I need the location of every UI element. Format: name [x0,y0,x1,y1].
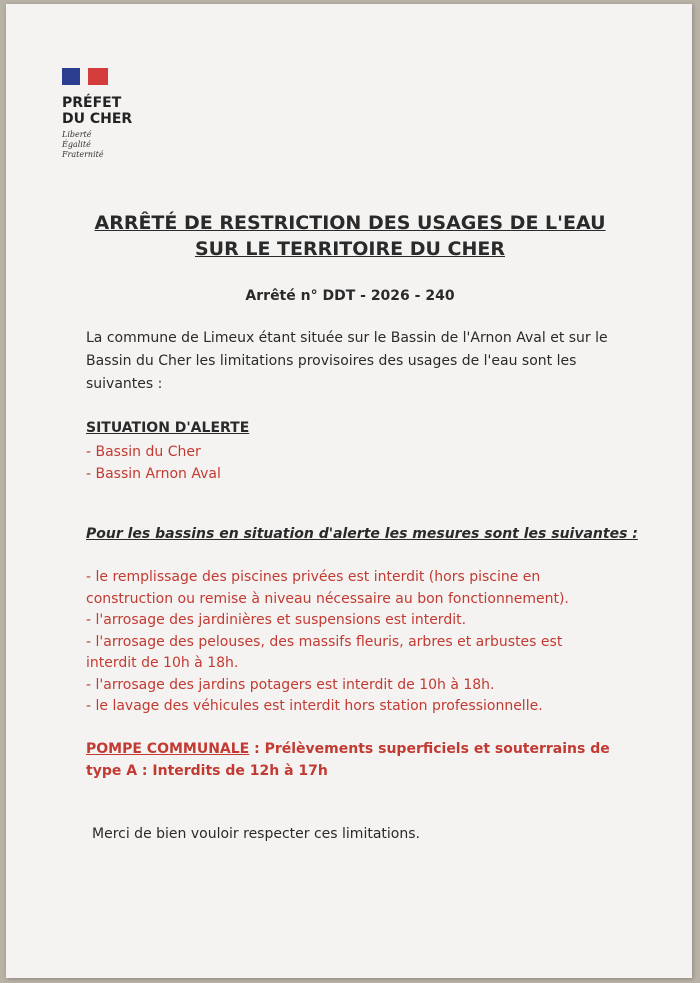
motto-egalite: Égalité [62,140,91,149]
pompe-label: POMPE COMMUNALE [86,741,250,757]
motto-fraternite: Fraternité [62,150,104,159]
prefet-label [62,95,132,127]
arrete-number: Arrêté n° DDT - 2026 - 240 [245,288,455,304]
closing-text: Merci de bien vouloir respecter ces limitations. [92,826,420,842]
measure-item: - l'arrosage des pelouses, des massifs fleuris, arbres et arbustes est interdit de 10h à 18h. [86,633,563,671]
title-line-2: SUR LE TERRITOIRE DU CHER [194,238,505,260]
motto-liberte: Liberté [62,130,92,139]
measures-list [86,567,606,718]
measures-title: Pour les bassins en situation d'alerte les mesures sont les suivantes : [86,526,638,542]
title-line-1: ARRÊTÉ DE RESTRICTION DES USAGES DE L'EAU [94,212,606,234]
republic-motto [62,130,132,160]
basin-list [86,441,221,485]
measure-item: - le lavage des véhicules est interdit hors station professionnelle. [86,698,543,714]
pompe-communale-notice [86,738,616,782]
pompe-text: : Prélèvements superficiels et souterrains de type A : Interdits de 12h à 17h [86,741,610,779]
measure-item: - le remplissage des piscines privées est interdit (hors piscine en construction ou remise à niveau nécessaire au bon fonctionnement). [86,569,569,607]
prefet-line-1: PRÉFET [62,95,122,111]
situation-title: SITUATION D'ALERTE [86,420,250,436]
document-title [0,210,700,262]
prefet-line-2: DU CHER [62,111,133,127]
basin-item: - Bassin Arnon Aval [86,466,221,482]
intro-paragraph: La commune de Limeux étant située sur le Bassin de l'Arnon Aval et sur le Bassin du Cher les limitations provisoires des usages de l'eau sont les suivantes : [86,330,608,392]
measure-item: - l'arrosage des jardins potagers est interdit de 10h à 18h. [86,676,495,693]
french-flag-icon [62,68,108,85]
measure-item: - l'arrosage des jardinières et suspensions est interdit. [86,612,467,628]
prefecture-logo [62,68,132,160]
basin-item: - Bassin du Cher [86,444,201,460]
